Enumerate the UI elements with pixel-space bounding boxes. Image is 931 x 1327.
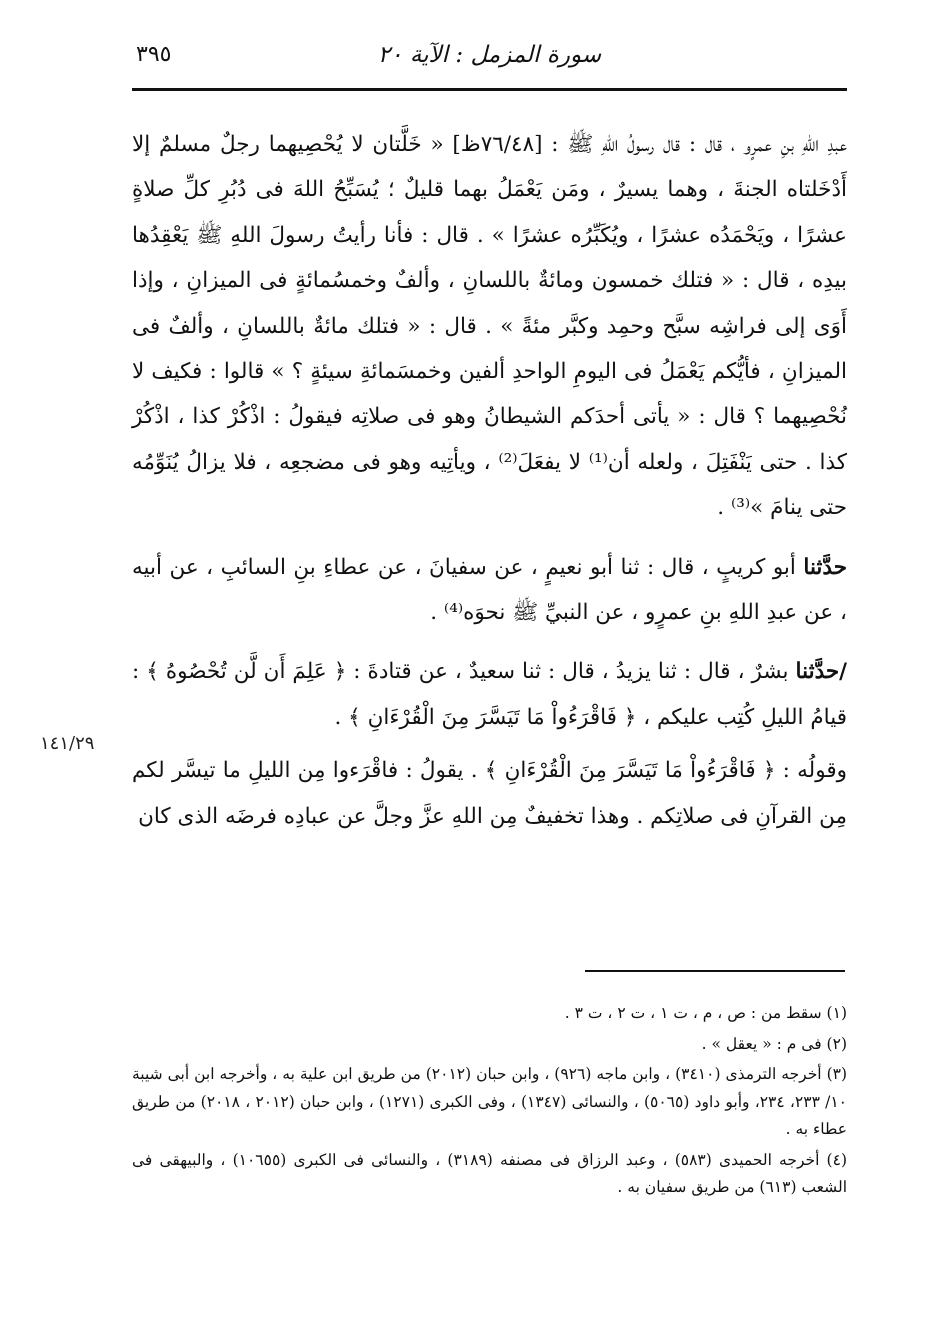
running-header (132, 36, 847, 86)
footnote-4: (٤) أخرجه الحميدى (٥٨٣) ، وعبد الرزاق فى مصنفه (٣١٨٩) ، والنسائى فى الكبرى (١٠٦٥٥) ، والبيهقى فى الشعب (٦١٣) من طريق سفيان به . (132, 1150, 847, 1196)
paragraph-1 (132, 122, 847, 531)
paragraph-2 (132, 545, 847, 636)
paragraph-text: بشرٌ ، قال : ثنا يزيدُ ، قال : ثنا سعيدٌ ، عن قتادةَ : ﴿ عَلِمَ أَن لَّن تُحْصُوهُ ﴾ : قيامُ الليلِ كُتِب عليكم ، ﴿ فَاقْرَءُواْ مَا تَيَسَّرَ مِنَ الْقُرْءَانِ ﴾ . (132, 659, 847, 730)
paragraph-text: أبو كريبٍ ، قال : ثنا أبو نعيمٍ ، عن سفيانَ ، عن عطاءِ بنِ السائبِ ، عن أبيه ، عن عبدِ اللهِ بنِ عمرٍو ، عن النبيِّ ﷺ نحوَه⁽⁴⁾ . (132, 554, 847, 626)
main-text (132, 122, 847, 853)
paragraph-text: عبدِ اللهِ بنِ عمرٍو ، قال : قال رسولُ اللهِ ﷺ : [٧٦/٤٨ظ] « خَلَّتان لا يُحْصِيهما رجلٌ مسلمٌ إلا أَدْخَلتاه الجنةَ ، وهما يسيرٌ ، ومَن يَعْمَلُ بهما قليلٌ ؛ يُسَبِّحُ اللهَ فى دُبُرِ كلِّ صلاةٍ عشرًا ، ويَحْمَدُه عشرًا ، ويُكَبِّرُه عشرًا » . قال : فأنا رأيتُ رسولَ اللهِ ﷺ يَعْقِدُها بيدِه ، قال : « فتلك خمسون ومائةٌ باللسانِ ، وألفٌ وخمسُمائةٍ فى الميزانِ ، وإذا أَوَى إلى فراشِه سبَّح وحمِد وكبَّر مئةً » . قال : « فتلك مائةٌ باللسانِ ، وألفٌ فى الميزانِ ، فأيُّكم يَعْمَلُ فى اليومِ الواحدِ ألفين وخمسَمائةِ سيئةٍ ؟ » قالوا : فكيف لا نُحْصِيهما ؟ قال : « يأتى أحدَكم الشيطانُ وهو فى صلاتِه فيقولُ : اذْكُرْ كذا ، اذْكُرْ كذا . حتى يَنْفَتِلَ ، ولعله أن⁽¹⁾ لا يفعَلَ⁽²⁾ ، ويأتِيه وهو فى مضجعِه ، فلا يزالُ يُنَوِّمُه حتى ينامَ »⁽³⁾ . (132, 132, 847, 521)
paragraph-4 (132, 748, 847, 839)
paragraph-lead: حدَّثنا (803, 554, 847, 580)
header-rule (132, 88, 847, 91)
footnote-3: (٣) أخرجه الترمذى (٣٤١٠) ، وابن ماجه (٩٢٦) ، وابن حبان (٢٠١٢) من طريق ابن علية به ، وأخرجه ابن أبى شيبة ١٠/ ٢٣٣، ٢٣٤، وأبو داود (٥٠٦٥) ، والنسائى (١٣٤٧) ، وفى الكبرى (١٢٧١) ، وابن حبان (٢٠١٢ ، ٢٠١٨) من طريق عطاء به . (132, 1065, 848, 1138)
paragraph-3 (132, 649, 847, 740)
running-header-title: سورة المزمل : الآية ٢٠ (377, 42, 602, 68)
footnote-separator (585, 970, 845, 972)
margin-reference: ١٤١/٢٩ (40, 733, 95, 754)
paragraph-text: وقولُه : ﴿ فَاقْرَءُواْ مَا تَيَسَّرَ مِنَ الْقُرْءَانِ ﴾ . يقولُ : فاقْرَءوا مِن الليلِ ما تيسَّر لكم مِن القرآنِ فى صلاتِكم . وهذا تخفيفٌ مِن اللهِ عزَّ وجلَّ عن عبادِه فرضَه الذى كان (132, 758, 847, 829)
paragraph-lead: /حدَّثنا (795, 659, 847, 685)
footnotes (132, 1000, 847, 1205)
page-number: ٣٩٥ (136, 42, 172, 67)
footnote-1: (١) سقط من : ص ، م ، ت ١ ، ت ٢ ، ت ٣ . (564, 1004, 847, 1022)
footnote-2: (٢) فى م : « يعقل » . (701, 1034, 847, 1053)
